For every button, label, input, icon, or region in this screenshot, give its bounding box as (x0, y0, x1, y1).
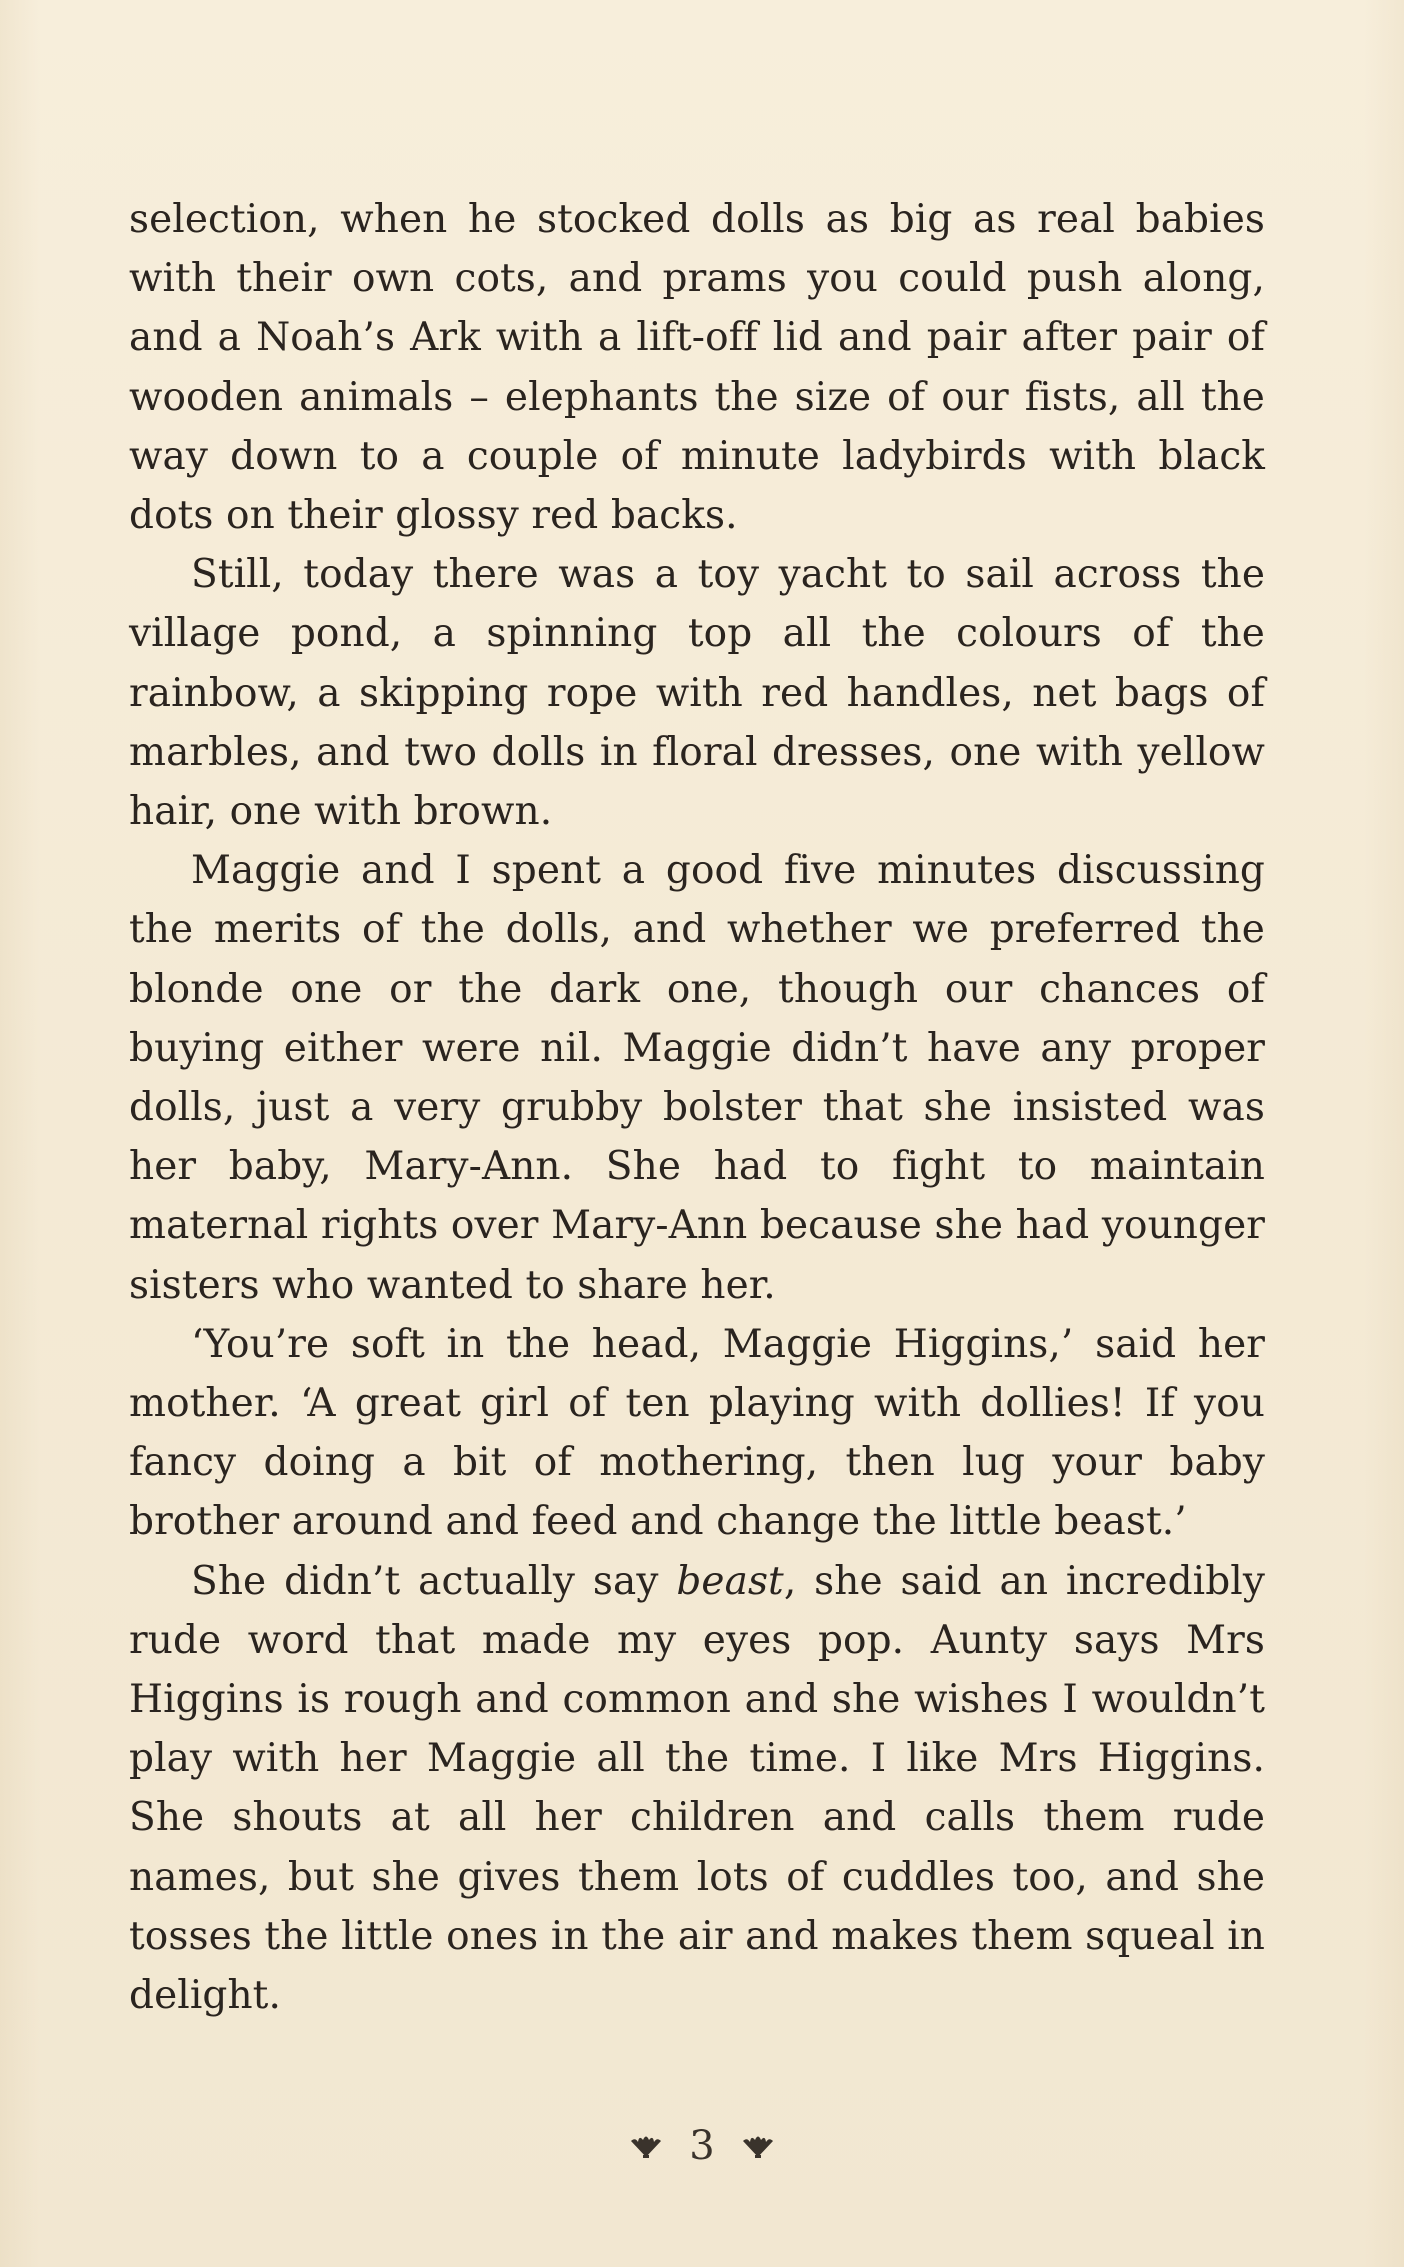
shell-ornament-icon (629, 2133, 663, 2159)
paragraph-continued: selection, when he stocked dolls as big as real babies with their own cots, and prams you could push along, and a Noah’s Ark with a lift-off lid and pair after pair of wooden animals – elephants the size of our fists, all the way down to a couple of minute ladybirds with black dots on their glossy red backs. (129, 197, 1265, 539)
paragraph-text: She didn’t actually say (191, 1558, 677, 1604)
shell-ornament-icon (741, 2133, 775, 2159)
page-footer (0, 2118, 1404, 2171)
paragraph-text: , she said an incredibly rude word that made my eyes pop. Aunty says Mrs Higgins is rough and common and she wishes I wouldn’t play with her Maggie all the time. I like Mrs Higgins. She shouts at all her children and calls them rude names, but she gives them lots of cuddles too, and she tosses the little ones in the air and makes them squeal in delight. (129, 1558, 1265, 2019)
paragraph: ‘You’re soft in the head, Maggie Higgins,’ said her mother. ‘A great girl of ten playing with dollies! If you fancy doing a bit of mothering, then lug your baby brother around and feed and change the little beast.’ (129, 1321, 1265, 1545)
paragraph (129, 1552, 1265, 2026)
paragraph: Maggie and I spent a good five minutes discussing the merits of the dolls, and whether we preferred the blonde one or the dark one, though our chances of buying either were nil. Maggie didn’t have any proper dolls, just a very grubby bolster that she insisted was her baby, Mary-Ann. She had to fight to maintain maternal rights over Mary-Ann because she had younger sisters who wanted to share her. (129, 848, 1265, 1308)
italic-word: beast (676, 1558, 784, 1604)
body-text (129, 190, 1265, 2025)
paragraph: Still, today there was a toy yacht to sail across the village pond, a spinning top all the colours of the rainbow, a skipping rope with red handles, net bags of marbles, and two dolls in floral dresses, one with yellow hair, one with brown. (129, 552, 1265, 835)
page-number: 3 (689, 2123, 715, 2169)
